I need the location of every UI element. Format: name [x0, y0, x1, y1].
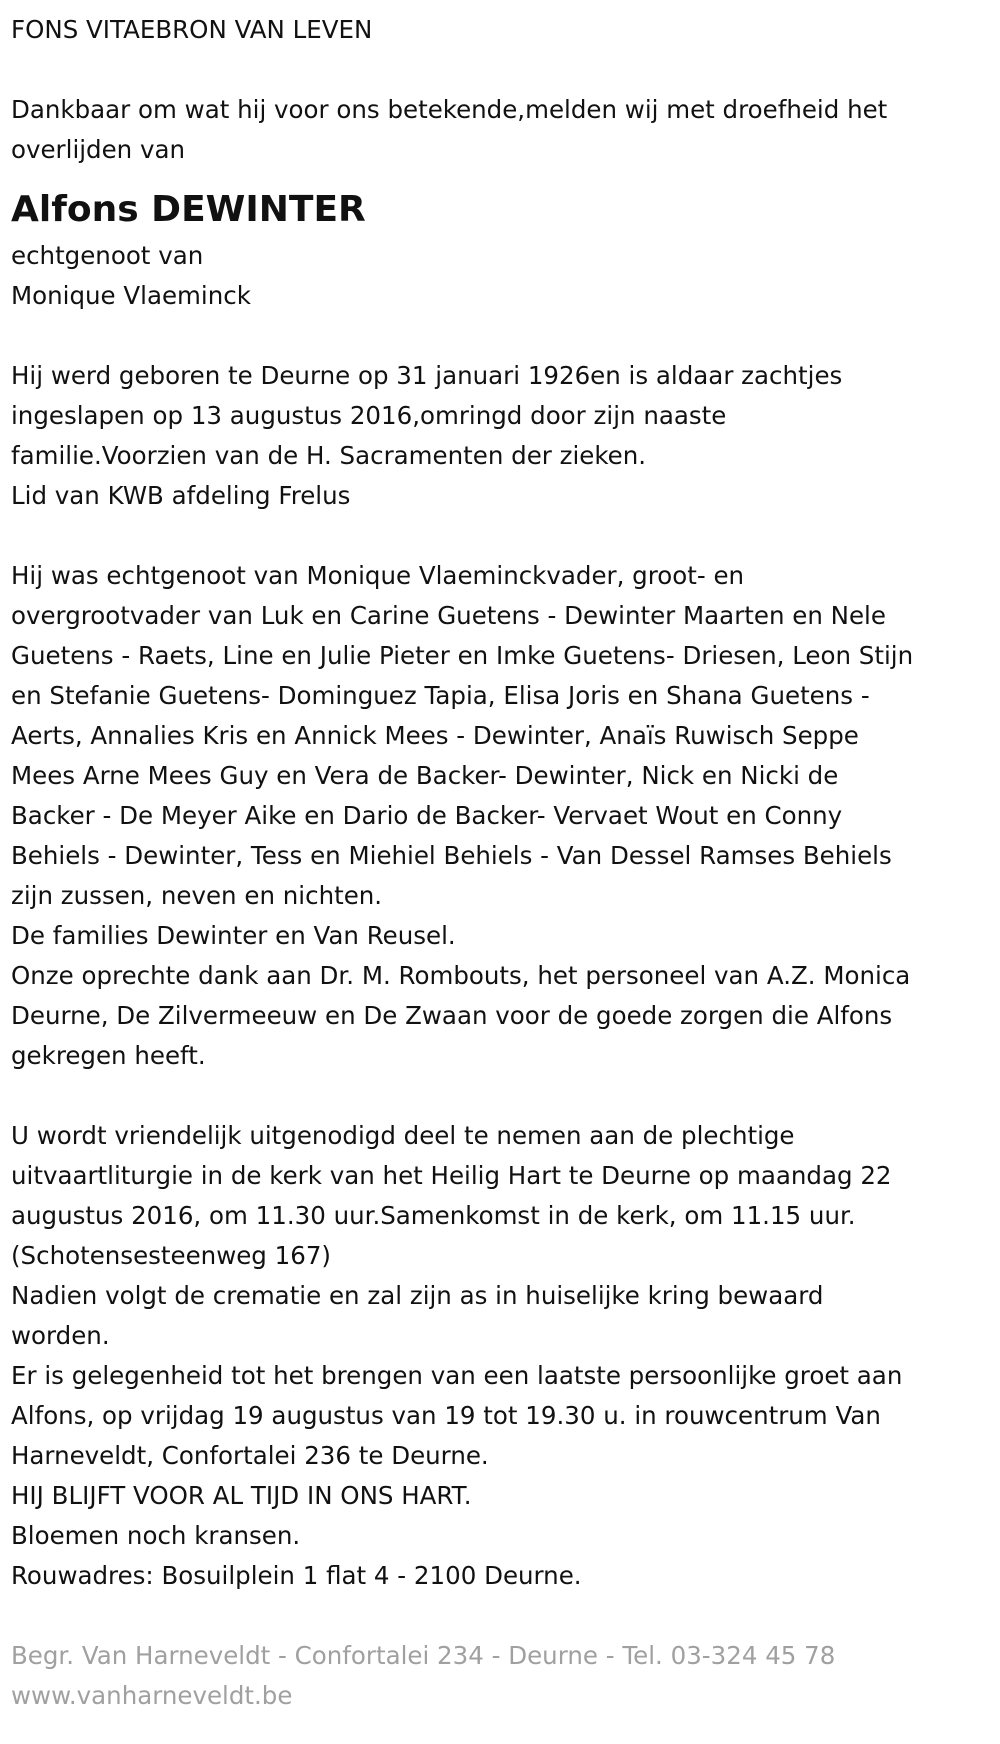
family-line: overgrootvader van Luk en Carine Guetens - Dewinter Maarten en Nele: [11, 601, 886, 630]
spacer: [11, 50, 989, 90]
birth-line: ingeslapen op 13 augustus 2016,omringd door zijn naaste: [11, 401, 727, 430]
spacer: [11, 316, 989, 356]
ceremony-line: uitvaartliturgie in de kerk van het Heilig Hart te Deurne op maandag 22: [11, 1161, 892, 1190]
spouse-name: Monique Vlaeminck: [11, 281, 251, 310]
family-line: Hij was echtgenoot van Monique Vlaeminckvader, groot- en: [11, 561, 745, 590]
funeral-home-website-link[interactable]: www.vanharneveldt.be: [11, 1681, 293, 1710]
ceremony-line: Er is gelegenheid tot het brengen van een laatste persoonlijke groet aan: [11, 1361, 903, 1390]
family-line: Behiels - Dewinter, Tess en Miehiel Behiels - Van Dessel Ramses Behiels: [11, 841, 892, 870]
ceremony-line: Nadien volgt de crematie en zal zijn as in huiselijke kring bewaard: [11, 1281, 824, 1310]
family-paragraph: [11, 556, 989, 1076]
deceased-name: Alfons DEWINTER: [11, 189, 366, 230]
family-line: Onze oprechte dank aan Dr. M. Rombouts, het personeel van A.Z. Monica: [11, 961, 911, 990]
ceremony-line: Alfons, op vrijdag 19 augustus van 19 tot 19.30 u. in rouwcentrum Van: [11, 1401, 881, 1430]
intro-paragraph: [11, 90, 989, 170]
birth-line: Lid van KWB afdeling Frelus: [11, 481, 351, 510]
relation-line: echtgenoot van: [11, 241, 204, 270]
family-line: Aerts, Annalies Kris en Annick Mees - Dewinter, Anaïs Ruwisch Seppe: [11, 721, 859, 750]
ceremony-line: U wordt vriendelijk uitgenodigd deel te nemen aan de plechtige: [11, 1121, 795, 1150]
ceremony-line: worden.: [11, 1321, 110, 1350]
relation-block: [11, 236, 989, 316]
spacer: [11, 1596, 989, 1636]
family-line: Backer - De Meyer Aike en Dario de Backer- Vervaet Wout en Conny: [11, 801, 843, 830]
ceremony-line: Harneveldt, Confortalei 236 te Deurne.: [11, 1441, 489, 1470]
family-line: Mees Arne Mees Guy en Vera de Backer- Dewinter, Nick en Nicki de: [11, 761, 839, 790]
ceremony-line: Bloemen noch kransen.: [11, 1521, 301, 1550]
ceremony-paragraph: [11, 1116, 989, 1596]
spacer: [11, 1076, 989, 1116]
header-text: FONS VITAEBRON VAN LEVEN: [11, 15, 373, 44]
family-line: zijn zussen, neven en nichten.: [11, 881, 383, 910]
spacer: [11, 516, 989, 556]
family-line: Guetens - Raets, Line en Julie Pieter en Imke Guetens- Driesen, Leon Stijn: [11, 641, 914, 670]
birth-paragraph: [11, 356, 989, 516]
family-line: gekregen heeft.: [11, 1041, 206, 1070]
mourning-address: Rouwadres: Bosuilplein 1 flat 4 - 2100 Deurne.: [11, 1561, 582, 1590]
birth-line: familie.Voorzien van de H. Sacramenten der zieken.: [11, 441, 647, 470]
funeral-home-contact: Begr. Van Harneveldt - Confortalei 234 - Deurne - Tel. 03-324 45 78: [11, 1641, 836, 1670]
family-line: en Stefanie Guetens- Dominguez Tapia, Elisa Joris en Shana Guetens -: [11, 681, 870, 710]
family-line: Deurne, De Zilvermeeuw en De Zwaan voor de goede zorgen die Alfons: [11, 1001, 893, 1030]
birth-line: Hij werd geboren te Deurne op 31 januari 1926en is aldaar zachtjes: [11, 361, 843, 390]
family-line: De families Dewinter en Van Reusel.: [11, 921, 456, 950]
ceremony-line: augustus 2016, om 11.30 uur.Samenkomst in de kerk, om 11.15 uur.: [11, 1201, 856, 1230]
ceremony-line: (Schotensesteenweg 167): [11, 1241, 331, 1270]
funeral-home-footer: [11, 1636, 989, 1716]
closing-motto: HIJ BLIJFT VOOR AL TIJD IN ONS HART.: [11, 1481, 472, 1510]
intro-line: Dankbaar om wat hij voor ons betekende,melden wij met droefheid het: [11, 95, 888, 124]
intro-line: overlijden van: [11, 135, 186, 164]
